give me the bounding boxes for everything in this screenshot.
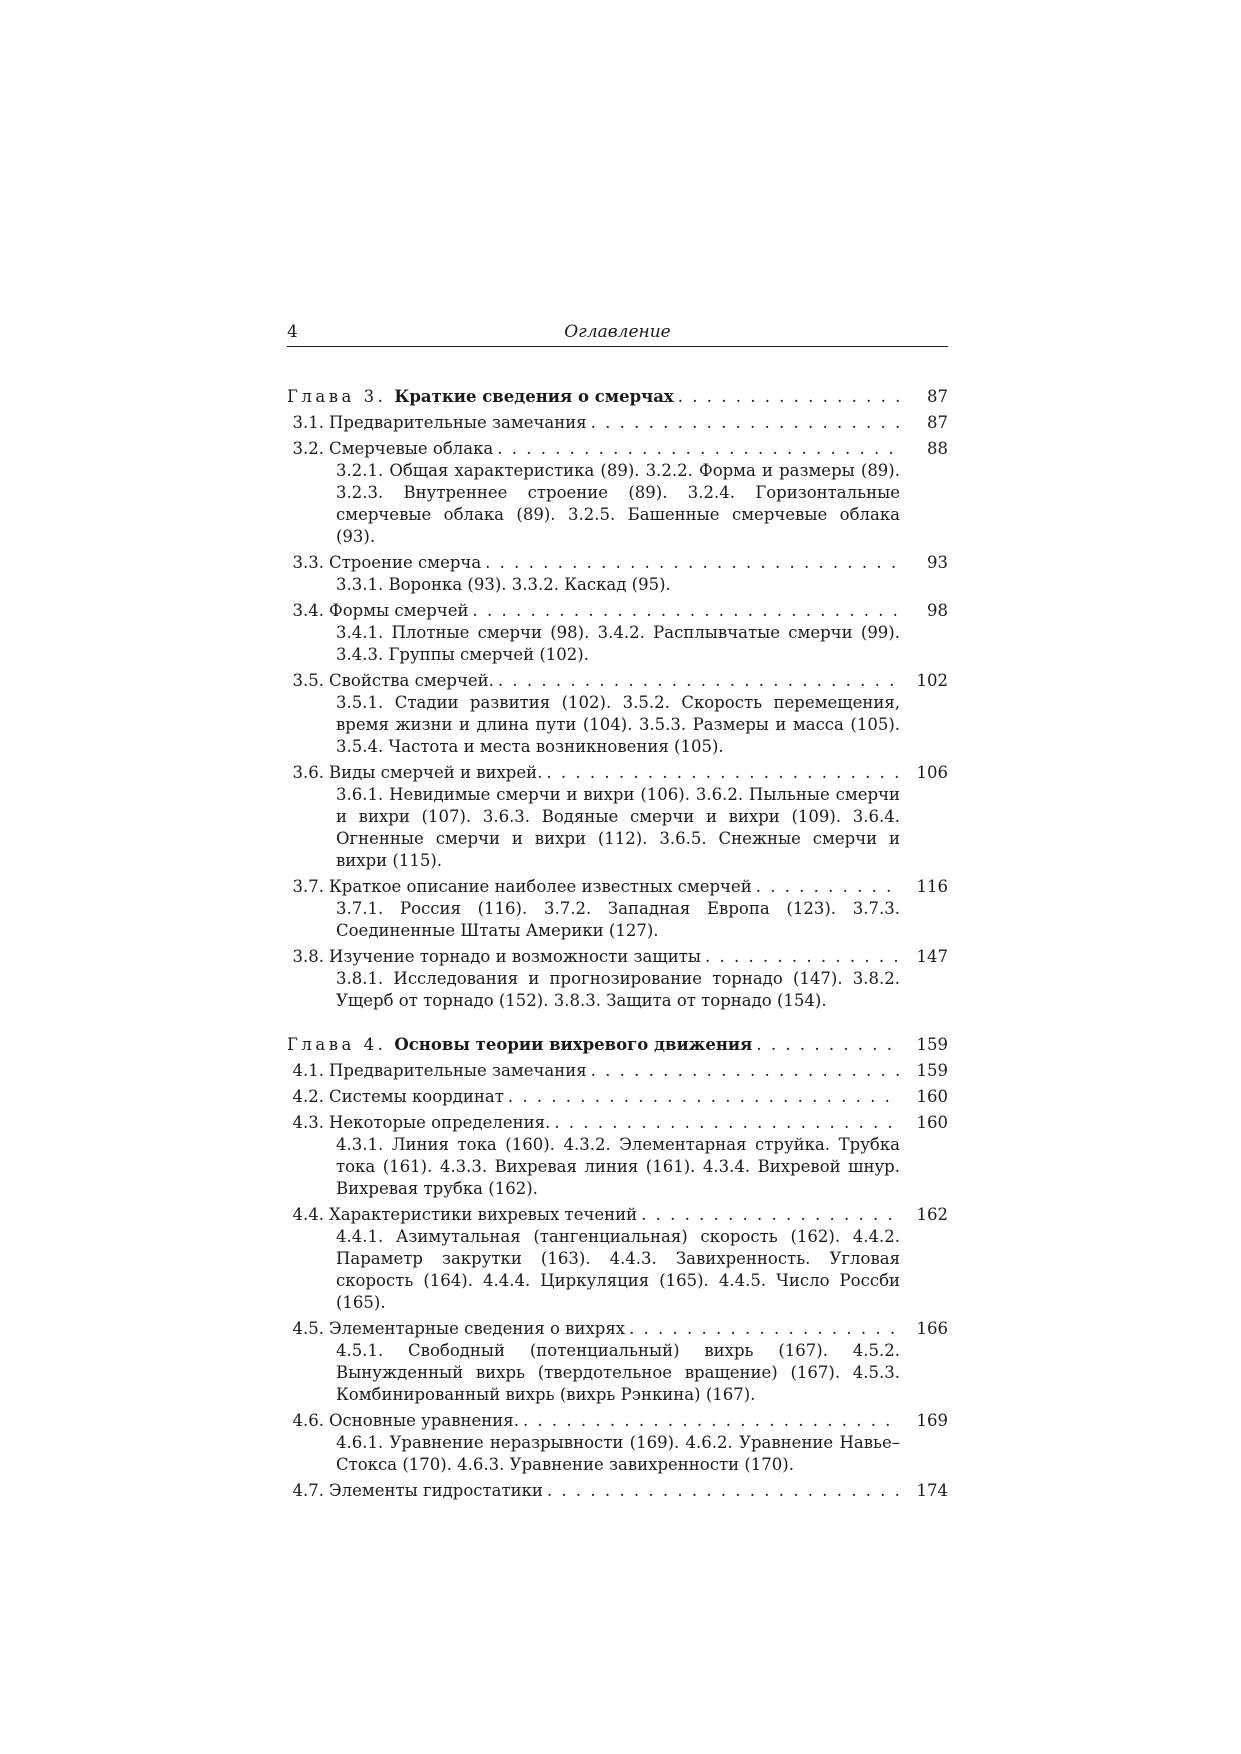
- section-page: 98: [927, 601, 948, 620]
- section-title: Элементарные сведения о вихрях: [329, 1319, 626, 1338]
- section-number: 3.4.: [292, 601, 324, 620]
- dot-leader: [629, 1318, 900, 1340]
- dot-leader: [641, 1204, 900, 1226]
- toc-section: [287, 1086, 948, 1108]
- section-number: 4.7.: [292, 1481, 324, 1500]
- dot-leader: [678, 386, 900, 408]
- toc-subsections: 3.3.1. Воронка (93). 3.3.2. Каскад (95).: [336, 575, 671, 594]
- section-number: 3.3.: [292, 553, 324, 572]
- section-page: 102: [916, 671, 948, 690]
- toc-subsections: 4.6.1. Уравнение неразрывности (169). 4.6.2. Уравнение Навье–Стокса (170). 4.6.3. Уравнение завихренности (170).: [336, 1433, 900, 1474]
- section-title: Краткое описание наиболее известных смерчей: [329, 877, 752, 896]
- dot-leader: [546, 762, 900, 784]
- section-page: 159: [916, 1061, 948, 1080]
- section-page: 162: [916, 1205, 948, 1224]
- chapter-label: Глава 3.: [287, 387, 387, 406]
- chapter-title: Краткие сведения о смерчах: [394, 387, 674, 406]
- section-number: 4.3.: [292, 1113, 324, 1132]
- toc-section: [287, 412, 948, 434]
- section-title: Изучение торнадо и возможности защиты: [329, 947, 701, 966]
- section-title: Предварительные замечания: [329, 1061, 587, 1080]
- section-page: 93: [927, 553, 948, 572]
- section-page: 106: [916, 763, 948, 782]
- section-page: 160: [916, 1113, 948, 1132]
- toc-section: [287, 1060, 948, 1082]
- section-number: 3.6.: [292, 763, 324, 782]
- table-of-contents: [287, 386, 948, 1524]
- toc-subsections: 3.5.1. Стадии развития (102). 3.5.2. Скорость перемещения, время жизни и длина пути (104). 3.5.3. Размеры и масса (105). 3.5.4. Частота и места возникновения (105).: [336, 693, 900, 756]
- dot-leader: [497, 438, 900, 460]
- section-page: 87: [927, 413, 948, 432]
- toc-subsections: 3.4.1. Плотные смерчи (98). 3.4.2. Расплывчатые смерчи (99). 3.4.3. Группы смерчей (102).: [336, 623, 900, 664]
- section-title: Характеристики вихревых течений: [329, 1205, 638, 1224]
- toc-section: [287, 876, 948, 898]
- section-title: Основные уравнения.: [329, 1411, 519, 1430]
- toc-subsections: 4.4.1. Азимутальная (тангенциальная) скорость (162). 4.4.2. Параметр закрутки (163). 4.4.3. Завихренность. Угловая скорость (164). 4.4.4. Циркуляция (165). 4.4.5. Число Россби (165).: [336, 1227, 900, 1312]
- section-page: 88: [927, 439, 948, 458]
- toc-subsections: 3.6.1. Невидимые смерчи и вихри (106). 3.6.2. Пыльные смерчи и вихри (107). 3.6.3. Водяные смерчи и вихри (109). 3.6.4. Огненные смерчи и вихри (112). 3.6.5. Снежные смерчи и вихри (115).: [336, 785, 900, 870]
- toc-section: [287, 946, 948, 968]
- running-title: Оглавление: [564, 322, 671, 342]
- section-title: Предварительные замечания: [329, 413, 587, 432]
- section-number: 3.7.: [292, 877, 324, 896]
- section-title: Системы координат: [329, 1087, 504, 1106]
- section-number: 4.4.: [292, 1205, 324, 1224]
- toc-section: [287, 1112, 948, 1134]
- dot-leader: [498, 670, 900, 692]
- section-title: Формы смерчей: [329, 601, 469, 620]
- dot-leader: [472, 600, 900, 622]
- dot-leader: [705, 946, 900, 968]
- section-page: 160: [916, 1087, 948, 1106]
- section-page: 147: [916, 947, 948, 966]
- section-page: 174: [916, 1481, 948, 1500]
- chapter-label: Глава 4.: [287, 1035, 387, 1054]
- toc-section: [287, 552, 948, 574]
- section-number: 3.5.: [292, 671, 324, 690]
- section-number: 3.2.: [292, 439, 324, 458]
- chapter-page: 87: [927, 387, 948, 406]
- section-number: 4.6.: [292, 1411, 324, 1430]
- toc-subsections: 3.8.1. Исследования и прогнозирование торнадо (147). 3.8.2. Ущерб от торнадо (152). 3.8.3. Защита от торнадо (154).: [336, 969, 900, 1010]
- dot-leader: [591, 412, 900, 434]
- toc-subsections: 4.5.1. Свободный (потенциальный) вихрь (167). 4.5.2. Вынужденный вихрь (твердотельное вращение) (167). 4.5.3. Комбинированный вихрь (вихрь Рэнкина) (167).: [336, 1341, 900, 1404]
- toc-section: [287, 1480, 948, 1502]
- toc-chapter-heading: [287, 386, 948, 408]
- chapter-page: 159: [916, 1035, 948, 1054]
- section-number: 4.2.: [292, 1087, 324, 1106]
- toc-chapter-heading: [287, 1034, 948, 1056]
- dot-leader: [756, 1034, 900, 1056]
- toc-section: [287, 600, 948, 622]
- dot-leader: [591, 1060, 900, 1082]
- dot-leader: [547, 1480, 900, 1502]
- section-number: 4.1.: [292, 1061, 324, 1080]
- running-header: [287, 320, 948, 347]
- page-number: 4: [287, 322, 298, 342]
- section-page: 169: [916, 1411, 948, 1430]
- section-title: Строение смерча: [329, 553, 482, 572]
- dot-leader: [523, 1410, 900, 1432]
- toc-chapter: [287, 1034, 948, 1502]
- toc-section: [287, 1204, 948, 1226]
- toc-subsections: 4.3.1. Линия тока (160). 4.3.2. Элементарная струйка. Трубка тока (161). 4.3.3. Вихревая линия (161). 4.3.4. Вихревой шнур. Вихревая трубка (162).: [336, 1135, 900, 1198]
- toc-chapter: [287, 386, 948, 1012]
- toc-section: [287, 1318, 948, 1340]
- section-number: 3.1.: [292, 413, 324, 432]
- section-title: Смерчевые облака: [329, 439, 494, 458]
- section-number: 3.8.: [292, 947, 324, 966]
- toc-section: [287, 670, 948, 692]
- dot-leader: [756, 876, 900, 898]
- section-title: Виды смерчей и вихрей.: [329, 763, 543, 782]
- section-title: Элементы гидростатики: [329, 1481, 543, 1500]
- chapter-title: Основы теории вихревого движения: [394, 1035, 753, 1054]
- toc-section: [287, 1410, 948, 1432]
- section-page: 166: [916, 1319, 948, 1338]
- toc-subsections: 3.7.1. Россия (116). 3.7.2. Западная Европа (123). 3.7.3. Соединенные Штаты Америки (127).: [336, 899, 900, 940]
- toc-section: [287, 438, 948, 460]
- toc-subsections: 3.2.1. Общая характеристика (89). 3.2.2. Форма и размеры (89). 3.2.3. Внутреннее строение (89). 3.2.4. Горизонтальные смерчевые облака (89). 3.2.5. Башенные смерчевые облака (93).: [336, 461, 900, 546]
- section-number: 4.5.: [292, 1319, 324, 1338]
- section-title: Некоторые определения.: [329, 1113, 551, 1132]
- dot-leader: [554, 1112, 900, 1134]
- section-page: 116: [916, 877, 948, 896]
- section-title: Свойства смерчей.: [329, 671, 494, 690]
- dot-leader: [485, 552, 900, 574]
- dot-leader: [508, 1086, 900, 1108]
- toc-section: [287, 762, 948, 784]
